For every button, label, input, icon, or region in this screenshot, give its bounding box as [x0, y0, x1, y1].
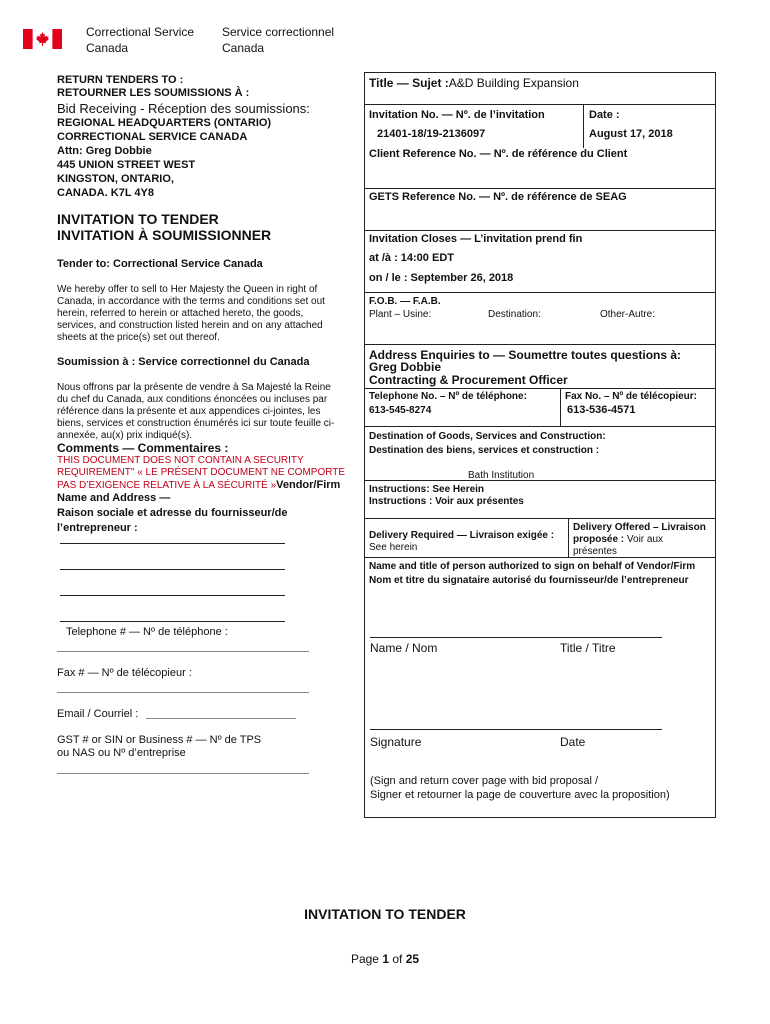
gets-reference-label: GETS Reference No. — Nº. de référence de SEAG [369, 191, 627, 203]
title-field: Title — Sujet :A&D Building Expansion [369, 76, 579, 90]
return-address: REGIONAL HEADQUARTERS (ONTARIO) CORRECTIONAL SERVICE CANADA Attn: Greg Dobbie 445 UNION STREET WEST KINGSTON, ONTARIO, CANADA. K7L 4Y8 [57, 117, 272, 199]
comments-label: Comments — Commentaires : [57, 441, 229, 455]
fob-label: F.O.B. — F.A.B. [369, 296, 441, 307]
authorized-signer-label-en: Name and title of person authorized to sign on behalf of Vendor/Firm [369, 561, 696, 572]
instructions-en: Instructions: See Herein [369, 484, 485, 495]
vendor-name-address-label: Name and Address — Raison sociale et adresse du fournisseur/de l’entrepreneur : [57, 492, 288, 534]
telephone-value: 613-545-8274 [369, 405, 432, 416]
delivery-required-label: Delivery Required — Livraison exigée : [369, 530, 555, 541]
offer-paragraph-fr: Nous offrons par la présente de vendre à Sa Majesté la Reine du chef du Canada, aux conditions énoncées ou incluses par référence dans la présente et aux appendices ci-jointes, les biens, services et construction énumérés ici sur toute feuille ci- annexée, au(x) prix indiqué(s). [57, 382, 335, 441]
canada-flag-icon [23, 29, 62, 49]
client-reference-label: Client Reference No. — Nº. de référence du Client [369, 148, 628, 160]
vendor-telephone-label: Telephone # — Nº de téléphone : [66, 626, 228, 638]
date-label: Date : [589, 109, 620, 121]
instructions-fr: Instructions : Voir aux présentes [369, 496, 524, 507]
sign-return-note: (Sign and return cover page with bid proposal / Signer et retourner la page de couverture avec la proposition) [370, 775, 670, 801]
date-value: August 17, 2018 [589, 128, 673, 140]
bid-receiving: Bid Receiving - Réception des soumissions: [57, 101, 310, 116]
invitation-number-label: Invitation No. — Nº. de l’invitation [369, 109, 545, 121]
signature-label: Signature [370, 735, 422, 749]
telephone-label: Telephone No. – Nº de téléphone: [369, 391, 527, 402]
destination-goods-label-en: Destination of Goods, Services and Construction: [369, 431, 606, 442]
closing-time: at /à : 14:00 EDT [369, 252, 454, 264]
invitation-closes-label: Invitation Closes — L’invitation prend fin [369, 233, 583, 245]
destination-goods-label-fr: Destination des biens, services et construction : [369, 445, 600, 456]
invitation-title: INVITATION TO TENDER INVITATION À SOUMISSIONNER [57, 211, 272, 243]
gst-field[interactable] [57, 773, 309, 774]
soumission-label: Soumission à : Service correctionnel du Canada [57, 356, 310, 368]
return-tenders-label: RETURN TENDERS TO : RETOURNER LES SOUMISSIONS À : [57, 74, 250, 99]
offer-paragraph-en: We hereby offer to sell to Her Majesty the Queen in right of Canada, in accordance with the terms and conditions set out herein, referred to herein or attached hereto, the goods, services, and construction listed herein and on any attached sheets at the price(s) set out thereof. [57, 284, 325, 343]
destination-label: Destination: [488, 309, 541, 320]
invitation-number-value: 21401-18/19-2136097 [377, 128, 486, 140]
security-notice: THIS DOCUMENT DOES NOT CONTAIN A SECURITY REQUIREMENT" « LE PRÉSENT DOCUMENT NE COMPORTE PAS D’EXIGENCE RELATIVE À LA SÉCURITÉ »Vendor/Firm [57, 455, 346, 491]
contact-name: Greg Dobbie [369, 360, 442, 374]
closing-date: on / le : September 26, 2018 [369, 272, 514, 284]
contact-title: Contracting & Procurement Officer [369, 373, 568, 387]
vendor-address-line-4[interactable] [60, 621, 285, 622]
vendor-address-line-1[interactable] [60, 543, 285, 544]
page-number: Page 1 of 25 [350, 952, 420, 966]
vendor-email-label: Email / Courriel : [57, 708, 139, 720]
vendor-address-line-3[interactable] [60, 595, 285, 596]
vendor-address-line-2[interactable] [60, 569, 285, 570]
signature-line[interactable] [370, 729, 662, 730]
footer-heading: INVITATION TO TENDER [304, 906, 466, 922]
name-label: Name / Nom [370, 641, 438, 655]
dept-name-fr: Service correctionnel Canada [222, 25, 335, 55]
authorized-signer-label-fr: Nom et titre du signataire autorisé du fournisseur/de l’entrepreneur [369, 575, 689, 586]
gst-label: GST # or SIN or Business # — Nº de TPS ou NAS ou Nº d’entreprise [57, 734, 262, 759]
fax-label: Fax No. – Nº de télécopieur: [565, 391, 698, 402]
plant-label: Plant – Usine: [369, 309, 432, 320]
delivery-required-value: See herein [369, 542, 418, 553]
vendor-email-field[interactable] [146, 718, 296, 719]
delivery-offered: Delivery Offered – Livraison proposée : Voir aux présentes [573, 522, 706, 557]
tender-to: Tender to: Correctional Service Canada [57, 258, 263, 270]
institution-name: Bath Institution [468, 470, 535, 481]
vendor-firm-label: Vendor/Firm [276, 479, 341, 491]
vendor-telephone-field[interactable] [57, 651, 309, 652]
fax-value: 613-536-4571 [567, 404, 636, 416]
vendor-fax-label: Fax # — Nº de télécopieur : [57, 667, 192, 679]
vendor-fax-field[interactable] [57, 692, 309, 693]
enquiries-label: Address Enquiries to — Soumettre toutes questions à: [369, 348, 682, 362]
other-label: Other-Autre: [600, 309, 656, 320]
title-label: Title / Titre [560, 641, 616, 655]
dept-name-en: Correctional Service Canada [86, 25, 195, 55]
name-title-line[interactable] [370, 637, 662, 638]
sign-date-label: Date [560, 735, 586, 749]
